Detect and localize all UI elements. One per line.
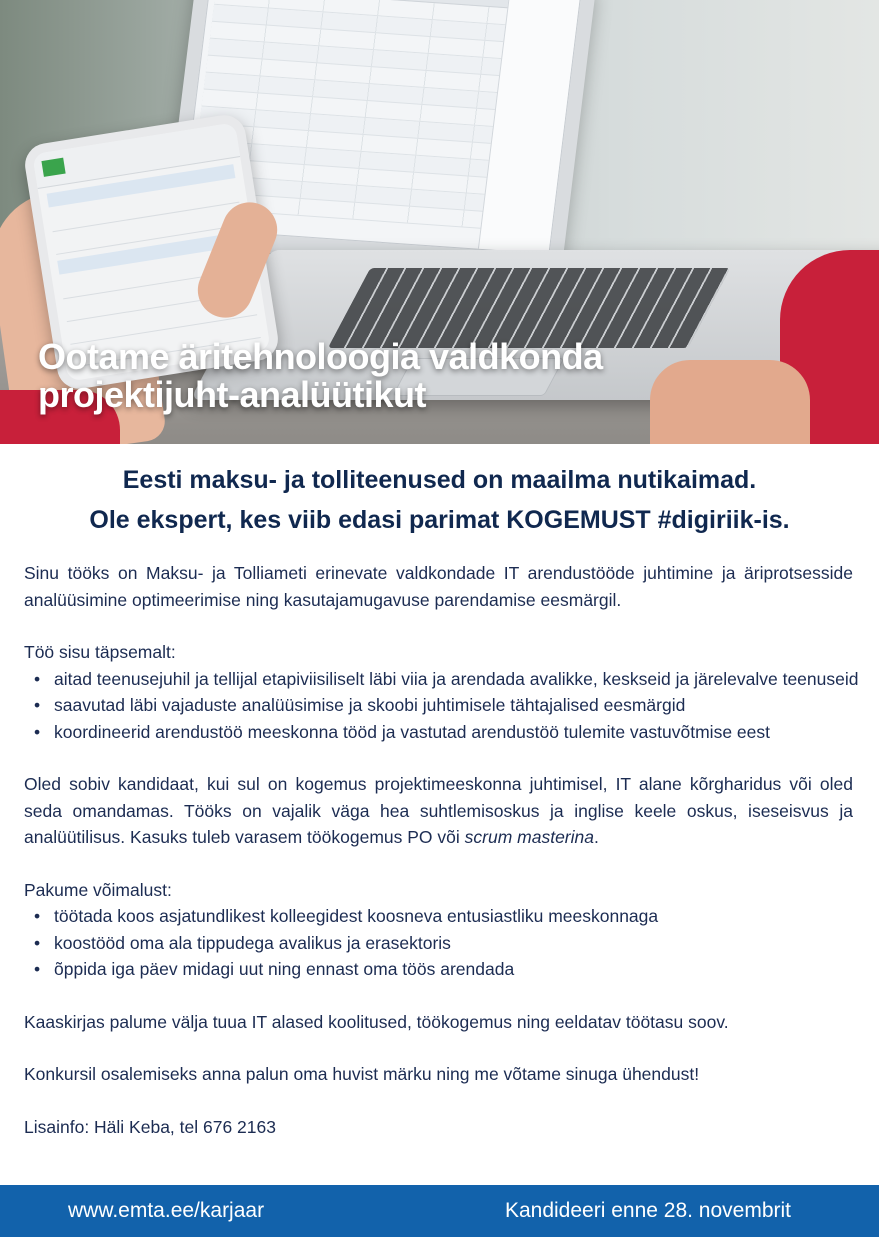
list-item: • saavutad läbi vajaduste analüüsimise ja skoobi juhtimisele tähtajalised eesmärgid [54,692,853,719]
headline-line1: Eesti maksu- ja tolliteenused on maailma nutikaimad. [122,466,757,494]
headline [0,460,879,540]
careers-link[interactable]: www.emta.ee/karjaar [68,1199,265,1222]
offer-list [24,903,853,983]
contact-call-paragraph: Konkursil osalemiseks anna palun oma huvist märku ning me võtame sinuga ühendust! [24,1064,700,1084]
footer-bar [0,1185,879,1237]
list-item: • koostööd oma ala tippudega avalikus ja erasektoris [54,930,853,957]
list-item: • õppida iga päev midagi uut ning ennast oma töös arendada [54,956,853,983]
intro-paragraph: Sinu tööks on Maksu- ja Tolliameti erinevate valdkondade IT arendustööde juhtimine ja äriprotsesside analüüsimine optimeerimise ning kasutajamugavuse parendamise eesmärgil. [24,563,853,610]
list-item: • koordineerid arendustöö meeskonna tööd ja vastutad arendustöö tulemite vastuvõtmise eest [54,719,853,746]
hero-title-line2: projektijuht-analüütikut [38,374,426,415]
offer-heading: Pakume võimalust: [24,879,172,900]
hero-title-line1: Ootame äritehnoloogia valdkonda [38,336,603,377]
contact-info: Lisainfo: Häli Keba, tel 676 2163 [24,1116,276,1137]
tasks-heading: Töö sisu täpsemalt: [24,642,176,662]
hero-title [38,338,858,414]
list-item: • aitad teenusejuhil ja tellijal etapiviisiliselt läbi viia ja arendada avalikke, keskseid ja järelevalve teenuseid [54,666,853,693]
list-item: • töötada koos asjatundlikest kolleegidest koosneva entusiastliku meeskonnaga [54,903,853,930]
headline-line2: Ole ekspert, kes viib edasi parimat KOGEMUST #digiriik-is. [89,506,790,534]
application-deadline: Kandideeri enne 28. novembrit [504,1199,791,1222]
candidate-paragraph: Oled sobiv kandidaat, kui sul on kogemus projektimeeskonna juhtimisel, IT alane kõrgharidus või oled seda omandamas. Tööks on vajalik väga hea suhtlemisoskus ja inglise keele oskus, iseseisvus ja analüütilisus. Kasuks tuleb varasem töökogemus PO või scrum masterina. [24,774,853,847]
cover-letter-paragraph: Kaaskirjas palume välja tuua IT alased koolitused, töökogemus ning eeldatav töötasu soov. [24,1011,729,1032]
tasks-list [24,666,859,746]
scrum-master-emphasis: scrum masterina [464,827,594,847]
job-description [24,560,859,1140]
hero-photo [0,0,879,444]
